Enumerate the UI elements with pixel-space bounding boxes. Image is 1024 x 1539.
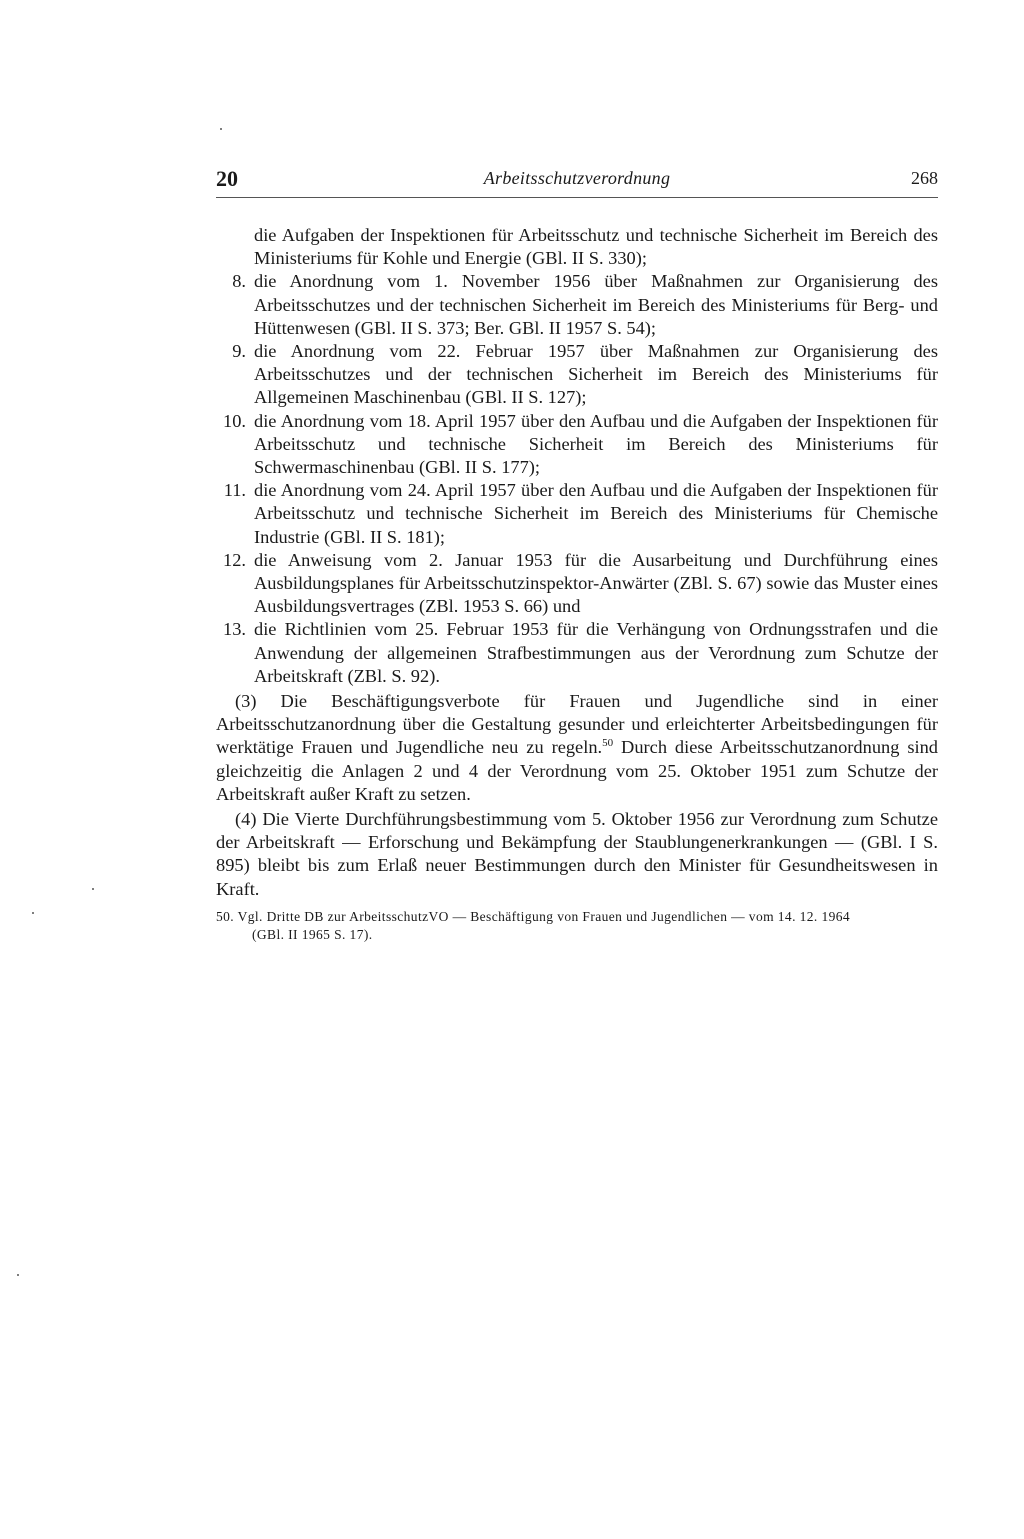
list-item-text: die Anordnung vom 22. Februar 1957 über Maßnahmen zur Organisierung des Arbeitsschutzes und der technischen Sicherheit im Bereich des Ministeriums für Allgemeinen Maschinenbau (GBl. II S. 127); — [254, 341, 938, 408]
running-title: Arbeitsschutzverordnung — [483, 168, 671, 188]
header-rule — [216, 197, 938, 198]
list-item-text: die Anordnung vom 18. April 1957 über den Aufbau und die Aufgaben der Inspektionen für Arbeitsschutz und technische Sicherheit im Bereich des Ministeriums für Schwermaschinenbau (GBl. II S. 177); — [254, 410, 938, 478]
list-item — [216, 410, 938, 480]
footnote-reference[interactable]: 50 — [602, 737, 614, 750]
list-item — [216, 270, 938, 340]
list-item-number: 11. — [223, 480, 246, 501]
list-item-text: die Anweisung vom 2. Januar 1953 für die Ausarbeitung und Durchführung eines Ausbildungsplanes für Arbeitsschutzinspektor-Anwärter (ZBl. S. 67) sowie das Muster eines Ausbildungsvertrages (ZBl. 1953 S. 66) und — [254, 549, 938, 617]
list-item-text: die Anordnung vom 24. April 1957 über den Aufbau und die Aufgaben der Inspektionen für Arbeitsschutz und technische Sicherheit im Bereich des Ministeriums für Chemische Industrie (GBl. II S. 181); — [254, 480, 938, 547]
list-item-text: die Anordnung vom 1. November 1956 über Maßnahmen zur Organisierung des Arbeitsschutzes und der technischen Sicherheit im Bereich des Ministeriums für Berg- und Hüttenwesen (GBl. II S. 373; Ber. GBl. II 1957 S. 54); — [254, 271, 938, 338]
list-item-number: 8. — [232, 271, 246, 292]
footnote — [216, 908, 938, 944]
paragraph-4: (4) Die Vierte Durchführungsbestimmung vom 5. Oktober 1956 zur Verordnung zum Schutze der Arbeitskraft — Erforschung und Bekämpfung der Staublungenerkrankungen — (GBl. I S. 895) bleibt bis zum Erlaß neuer Bestimmungen durch den Minister für Gesundheitswesen in Kraft. — [216, 809, 938, 899]
list-item-number: 10. — [223, 410, 246, 431]
list-item-text: die Richtlinien vom 25. Februar 1953 für die Verhängung von Ordnungsstrafen und die Anwendung der allgemeinen Strafbestimmungen aus der Verordnung zum Schutze der Arbeitskraft (ZBl. S. 92). — [254, 619, 938, 686]
paragraph-3-text-start: (3) Die Beschäftigungsverbote für Frauen und Jugendliche sind in einer Arbeitsschutzanordnung über die Gestaltung gesunder und erleichterter Arbeitsbedingungen für werktätige Frauen und Jugendliche neu zu regeln. — [216, 691, 938, 758]
body-text — [216, 224, 938, 901]
list-item-number: 13. — [223, 619, 246, 640]
scan-speck — [32, 912, 34, 914]
list-item — [216, 479, 938, 549]
footnote-line-2: (GBl. II 1965 S. 17). — [252, 927, 373, 942]
scan-speck — [92, 888, 94, 890]
list-item — [216, 340, 938, 410]
list-item-number: 9. — [232, 341, 246, 362]
page-number: 268 — [911, 168, 938, 188]
list-item-number: 12. — [223, 549, 246, 570]
scan-speck — [220, 128, 222, 130]
paragraph-3-text-end: Durch diese Arbeitsschutzanordnung sind gleichzeitig die Anlagen 2 und 4 der Verordnung vom 25. Oktober 1951 zum Schutze der Arbeitskraft außer Kraft zu setzen. — [216, 737, 938, 804]
list-item — [216, 549, 938, 619]
chapter-number: 20 — [216, 166, 238, 191]
paragraph-3 — [216, 690, 938, 806]
list-continuation: die Aufgaben der Inspektionen für Arbeitsschutz und technische Sicherheit im Bereich des Ministeriums für Kohle und Energie (GBl. II S. 330); — [254, 225, 938, 269]
list-item — [216, 618, 938, 688]
footnote-line-1: 50. Vgl. Dritte DB zur ArbeitsschutzVO — Beschäftigung von Frauen und Jugendlichen — vom 14. 12. 1964 — [216, 909, 851, 924]
scan-speck — [17, 1274, 19, 1276]
page-header — [216, 166, 938, 194]
